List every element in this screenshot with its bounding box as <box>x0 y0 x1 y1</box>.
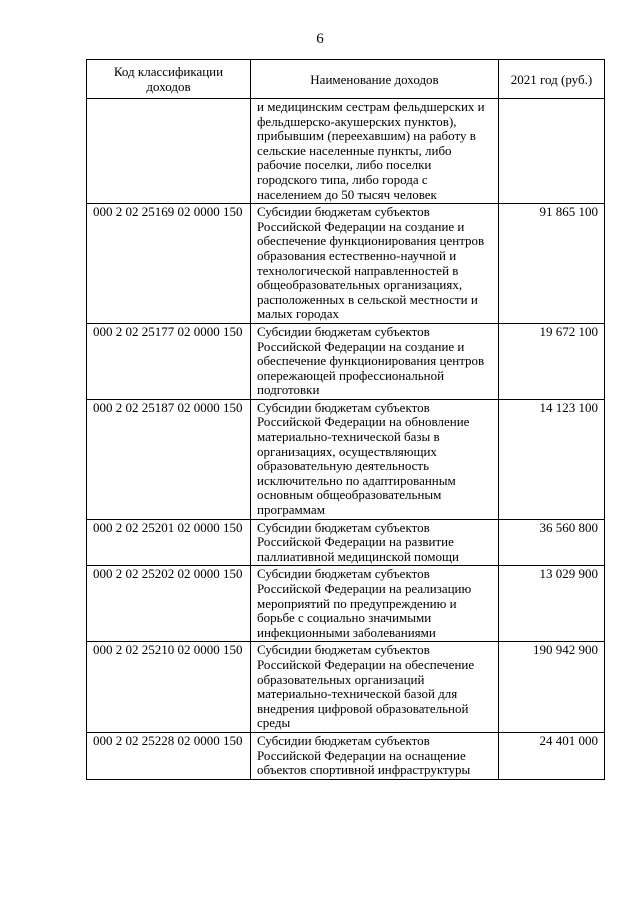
table-row <box>87 204 605 324</box>
row-amount: 36 560 800 <box>499 519 605 566</box>
row-code: 000 2 02 25187 02 0000 150 <box>87 399 251 519</box>
row-amount: 91 865 100 <box>499 204 605 324</box>
row-code: 000 2 02 25202 02 0000 150 <box>87 566 251 642</box>
row-amount <box>499 99 605 204</box>
row-amount: 14 123 100 <box>499 399 605 519</box>
table-row <box>87 399 605 519</box>
row-code: 000 2 02 25169 02 0000 150 <box>87 204 251 324</box>
row-amount: 190 942 900 <box>499 642 605 733</box>
header-amount: 2021 год (руб.) <box>499 60 605 99</box>
income-table <box>86 59 605 780</box>
row-name: Субсидии бюджетам субъектов Российской Федерации на обеспечение образовательных организаций материально-технической базой для внедрения цифровой образовательной среды <box>251 642 499 733</box>
row-code: 000 2 02 25177 02 0000 150 <box>87 323 251 399</box>
table-row <box>87 566 605 642</box>
row-code <box>87 99 251 204</box>
header-code: Код классификации доходов <box>87 60 251 99</box>
row-name: Субсидии бюджетам субъектов Российской Федерации на обновление материально-технической базы в организациях, осуществляющих образовательную деятельность исключительно по адаптированным основным общеобразовательным программам <box>251 399 499 519</box>
row-code: 000 2 02 25228 02 0000 150 <box>87 732 251 779</box>
table-row <box>87 642 605 733</box>
row-name: Субсидии бюджетам субъектов Российской Федерации на создание и обеспечение функционирования центров опережающей профессиональной подготовки <box>251 323 499 399</box>
row-name: Субсидии бюджетам субъектов Российской Федерации на реализацию мероприятий по предупреждению и борьбе с социально значимыми инфекционными заболеваниями <box>251 566 499 642</box>
row-code: 000 2 02 25210 02 0000 150 <box>87 642 251 733</box>
row-name: Субсидии бюджетам субъектов Российской Федерации на развитие паллиативной медицинской помощи <box>251 519 499 566</box>
row-amount: 13 029 900 <box>499 566 605 642</box>
header-name: Наименование доходов <box>251 60 499 99</box>
page-number: 6 <box>316 31 324 47</box>
row-amount: 19 672 100 <box>499 323 605 399</box>
table-row <box>87 519 605 566</box>
table-row <box>87 732 605 779</box>
row-name: Субсидии бюджетам субъектов Российской Федерации на оснащение объектов спортивной инфраструктуры <box>251 732 499 779</box>
row-amount: 24 401 000 <box>499 732 605 779</box>
table-row <box>87 99 605 204</box>
row-name: Субсидии бюджетам субъектов Российской Федерации на создание и обеспечение функционирования центров образования естественно-научной и технологической направленностей в общеобразовательных организациях, расположенных в сельской местности и малых городах <box>251 204 499 324</box>
row-name: и медицинским сестрам фельдшерских и фельдшерско-акушерских пунктов), прибывшим (переехавшим) на работу в сельские населенные пункты, либо рабочие поселки, либо поселки городского типа, либо города с населением до 50 тысяч человек <box>251 99 499 204</box>
row-code: 000 2 02 25201 02 0000 150 <box>87 519 251 566</box>
table-header-row <box>87 60 605 99</box>
table-row <box>87 323 605 399</box>
